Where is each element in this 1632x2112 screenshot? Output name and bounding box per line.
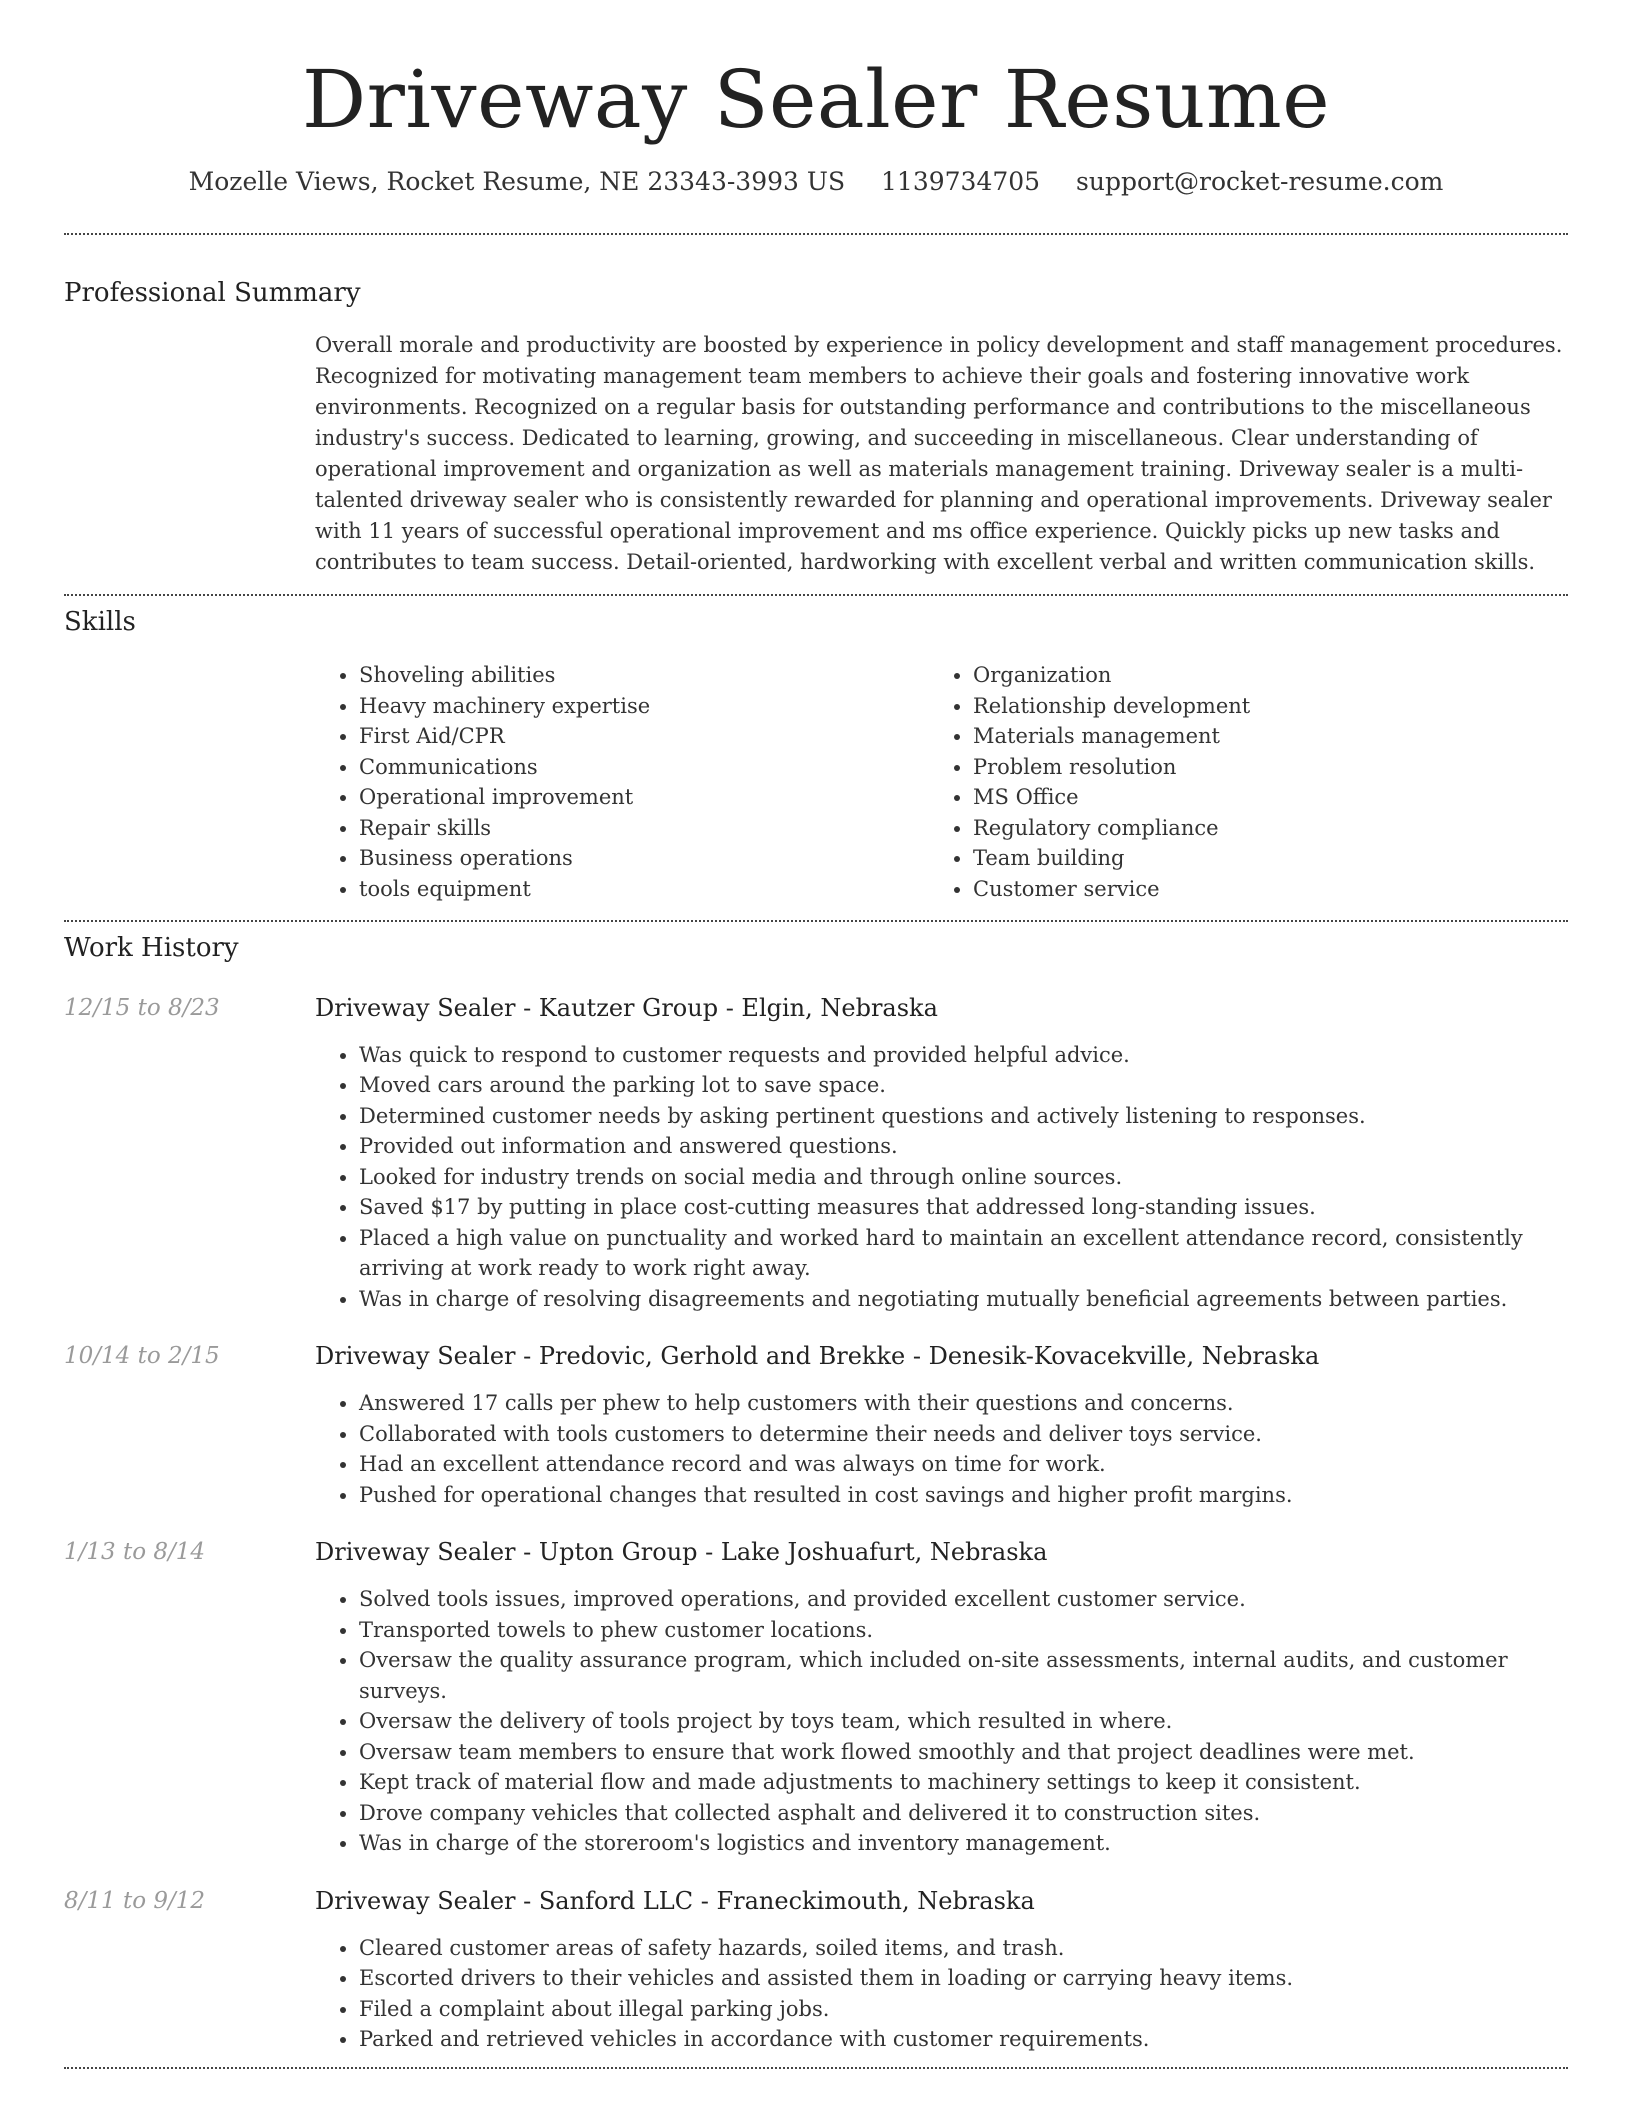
- work-history-section: [64, 932, 1568, 2055]
- job-bullet: • Was in charge of resolving disagreements and negotiating mutually beneficial agreements between parties.: [359, 1284, 1568, 1315]
- skill-item: • Shoveling abilities: [359, 660, 929, 691]
- section-title-summary: Professional Summary: [64, 277, 361, 308]
- job-dates: 1/13 to 8/14: [64, 1539, 206, 1566]
- job-dates: 8/11 to 9/12: [64, 1887, 206, 1914]
- skill-item: • Team building: [973, 843, 1543, 874]
- job-title: Driveway Sealer - Predovic, Gerhold and Brekke - Denesik-Kovacekville, Nebraska: [315, 1342, 1320, 1371]
- job-bullet: • Saved $17 by putting in place cost-cutting measures that addressed long-standing issues.: [359, 1192, 1568, 1223]
- job-bullet: • Escorted drivers to their vehicles and assisted them in loading or carrying heavy items.: [359, 1963, 1568, 1994]
- skills-section: [64, 606, 1568, 904]
- job-dates: 12/15 to 8/23: [64, 994, 220, 1021]
- skill-item: • Relationship development: [973, 691, 1543, 722]
- job-bullet: • Filed a complaint about illegal parking jobs.: [359, 1994, 1568, 2025]
- job-bullet: • Oversaw the quality assurance program, which included on-site assessments, internal audits, and customer surveys.: [359, 1645, 1568, 1706]
- skill-item: • Repair skills: [359, 813, 929, 844]
- job-bullet: • Transported towels to phew customer locations.: [359, 1615, 1568, 1646]
- skill-item: • MS Office: [973, 782, 1543, 813]
- job-bullet: • Cleared customer areas of safety hazards, soiled items, and trash.: [359, 1933, 1568, 1964]
- job-entry: [64, 1536, 1568, 1859]
- skill-item: • Regulatory compliance: [973, 813, 1543, 844]
- skill-item: • Materials management: [973, 721, 1543, 752]
- contact-address: Mozelle Views, Rocket Resume, NE 23343-3993 US: [188, 167, 846, 196]
- job-dates: 10/14 to 2/15: [64, 1343, 220, 1370]
- skill-item: • Communications: [359, 752, 929, 783]
- resume-title: Driveway Sealer Resume: [301, 53, 1331, 146]
- skill-item: • Customer service: [973, 874, 1543, 905]
- skill-item: • First Aid/CPR: [359, 721, 929, 752]
- skill-item: • tools equipment: [359, 874, 929, 905]
- contact-email: support@rocket-resume.com: [1076, 167, 1444, 196]
- job-bullets: [315, 1584, 1568, 1859]
- skills-list-right: [929, 660, 1543, 904]
- job-bullet: • Parked and retrieved vehicles in accordance with customer requirements.: [359, 2024, 1568, 2055]
- job-bullet: • Was quick to respond to customer requests and provided helpful advice.: [359, 1040, 1568, 1071]
- job-bullet: • Pushed for operational changes that resulted in cost savings and higher profit margins.: [359, 1480, 1568, 1511]
- job-body: [315, 1536, 1568, 1859]
- contact-line: [64, 166, 1568, 199]
- divider: [64, 2067, 1568, 2069]
- divider: [64, 594, 1568, 596]
- summary-text: Overall morale and productivity are boosted by experience in policy development and staff management procedures. Recognized for motivating management team members to achieve their goals and fostering innovative work environments. Recognized on a regular basis for outstanding performance and contributions to the miscellaneous industry's success. Dedicated to learning, growing, and succeeding in miscellaneous. Clear understanding of operational improvement and organization as well as materials management training. Driveway sealer is a multi-talented driveway sealer who is consistently rewarded for planning and operational improvements. Driveway sealer with 11 years of successful operational improvement and ms office experience. Quickly picks up new tasks and contributes to team success. Detail-oriented, hardworking with excellent verbal and written communication skills.: [315, 333, 1563, 575]
- divider: [64, 920, 1568, 922]
- job-bullet: • Collaborated with tools customers to determine their needs and deliver toys service.: [359, 1419, 1568, 1450]
- job-bullet: • Answered 17 calls per phew to help customers with their questions and concerns.: [359, 1388, 1568, 1419]
- job-entry: [64, 1885, 1568, 2055]
- job-body: [315, 1340, 1568, 1510]
- summary-section: [64, 277, 1568, 579]
- job-entry: [64, 1340, 1568, 1510]
- section-title-work-history: Work History: [64, 933, 239, 964]
- job-bullet: • Had an excellent attendance record and was always on time for work.: [359, 1449, 1568, 1480]
- job-bullet: • Drove company vehicles that collected asphalt and delivered it to construction sites.: [359, 1798, 1568, 1829]
- skill-item: • Organization: [973, 660, 1543, 691]
- skill-item: • Business operations: [359, 843, 929, 874]
- job-bullet: • Looked for industry trends on social media and through online sources.: [359, 1162, 1568, 1193]
- skills-list-left: [315, 660, 929, 904]
- job-bullet: • Oversaw team members to ensure that work flowed smoothly and that project deadlines were met.: [359, 1737, 1568, 1768]
- job-bullet: • Moved cars around the parking lot to save space.: [359, 1070, 1568, 1101]
- job-body: [315, 1885, 1568, 2055]
- job-title: Driveway Sealer - Sanford LLC - Franeckimouth, Nebraska: [315, 1886, 1035, 1915]
- job-bullet: • Solved tools issues, improved operations, and provided excellent customer service.: [359, 1584, 1568, 1615]
- section-title-skills: Skills: [64, 607, 136, 638]
- job-bullet: • Was in charge of the storeroom's logistics and inventory management.: [359, 1828, 1568, 1859]
- job-bullet: • Provided out information and answered questions.: [359, 1131, 1568, 1162]
- job-body: [315, 992, 1568, 1315]
- job-bullets: [315, 1388, 1568, 1510]
- skill-item: • Problem resolution: [973, 752, 1543, 783]
- skills-grid: [315, 660, 1568, 904]
- skill-item: • Operational improvement: [359, 782, 929, 813]
- contact-phone: 1139734705: [881, 167, 1041, 196]
- job-bullets: [315, 1040, 1568, 1315]
- job-entry: [64, 992, 1568, 1315]
- job-bullet: • Oversaw the delivery of tools project by toys team, which resulted in where.: [359, 1706, 1568, 1737]
- divider: [64, 233, 1568, 235]
- job-bullet: • Kept track of material flow and made adjustments to machinery settings to keep it consistent.: [359, 1767, 1568, 1798]
- job-title: Driveway Sealer - Upton Group - Lake Joshuafurt, Nebraska: [315, 1538, 1048, 1567]
- job-bullet: • Determined customer needs by asking pertinent questions and actively listening to responses.: [359, 1101, 1568, 1132]
- resume-page: [64, 0, 1568, 2069]
- job-title: Driveway Sealer - Kautzer Group - Elgin, Nebraska: [315, 993, 938, 1022]
- job-bullets: [315, 1933, 1568, 2055]
- job-bullet: • Placed a high value on punctuality and worked hard to maintain an excellent attendance record, consistently arriving at work ready to work right away.: [359, 1223, 1568, 1284]
- skill-item: • Heavy machinery expertise: [359, 691, 929, 722]
